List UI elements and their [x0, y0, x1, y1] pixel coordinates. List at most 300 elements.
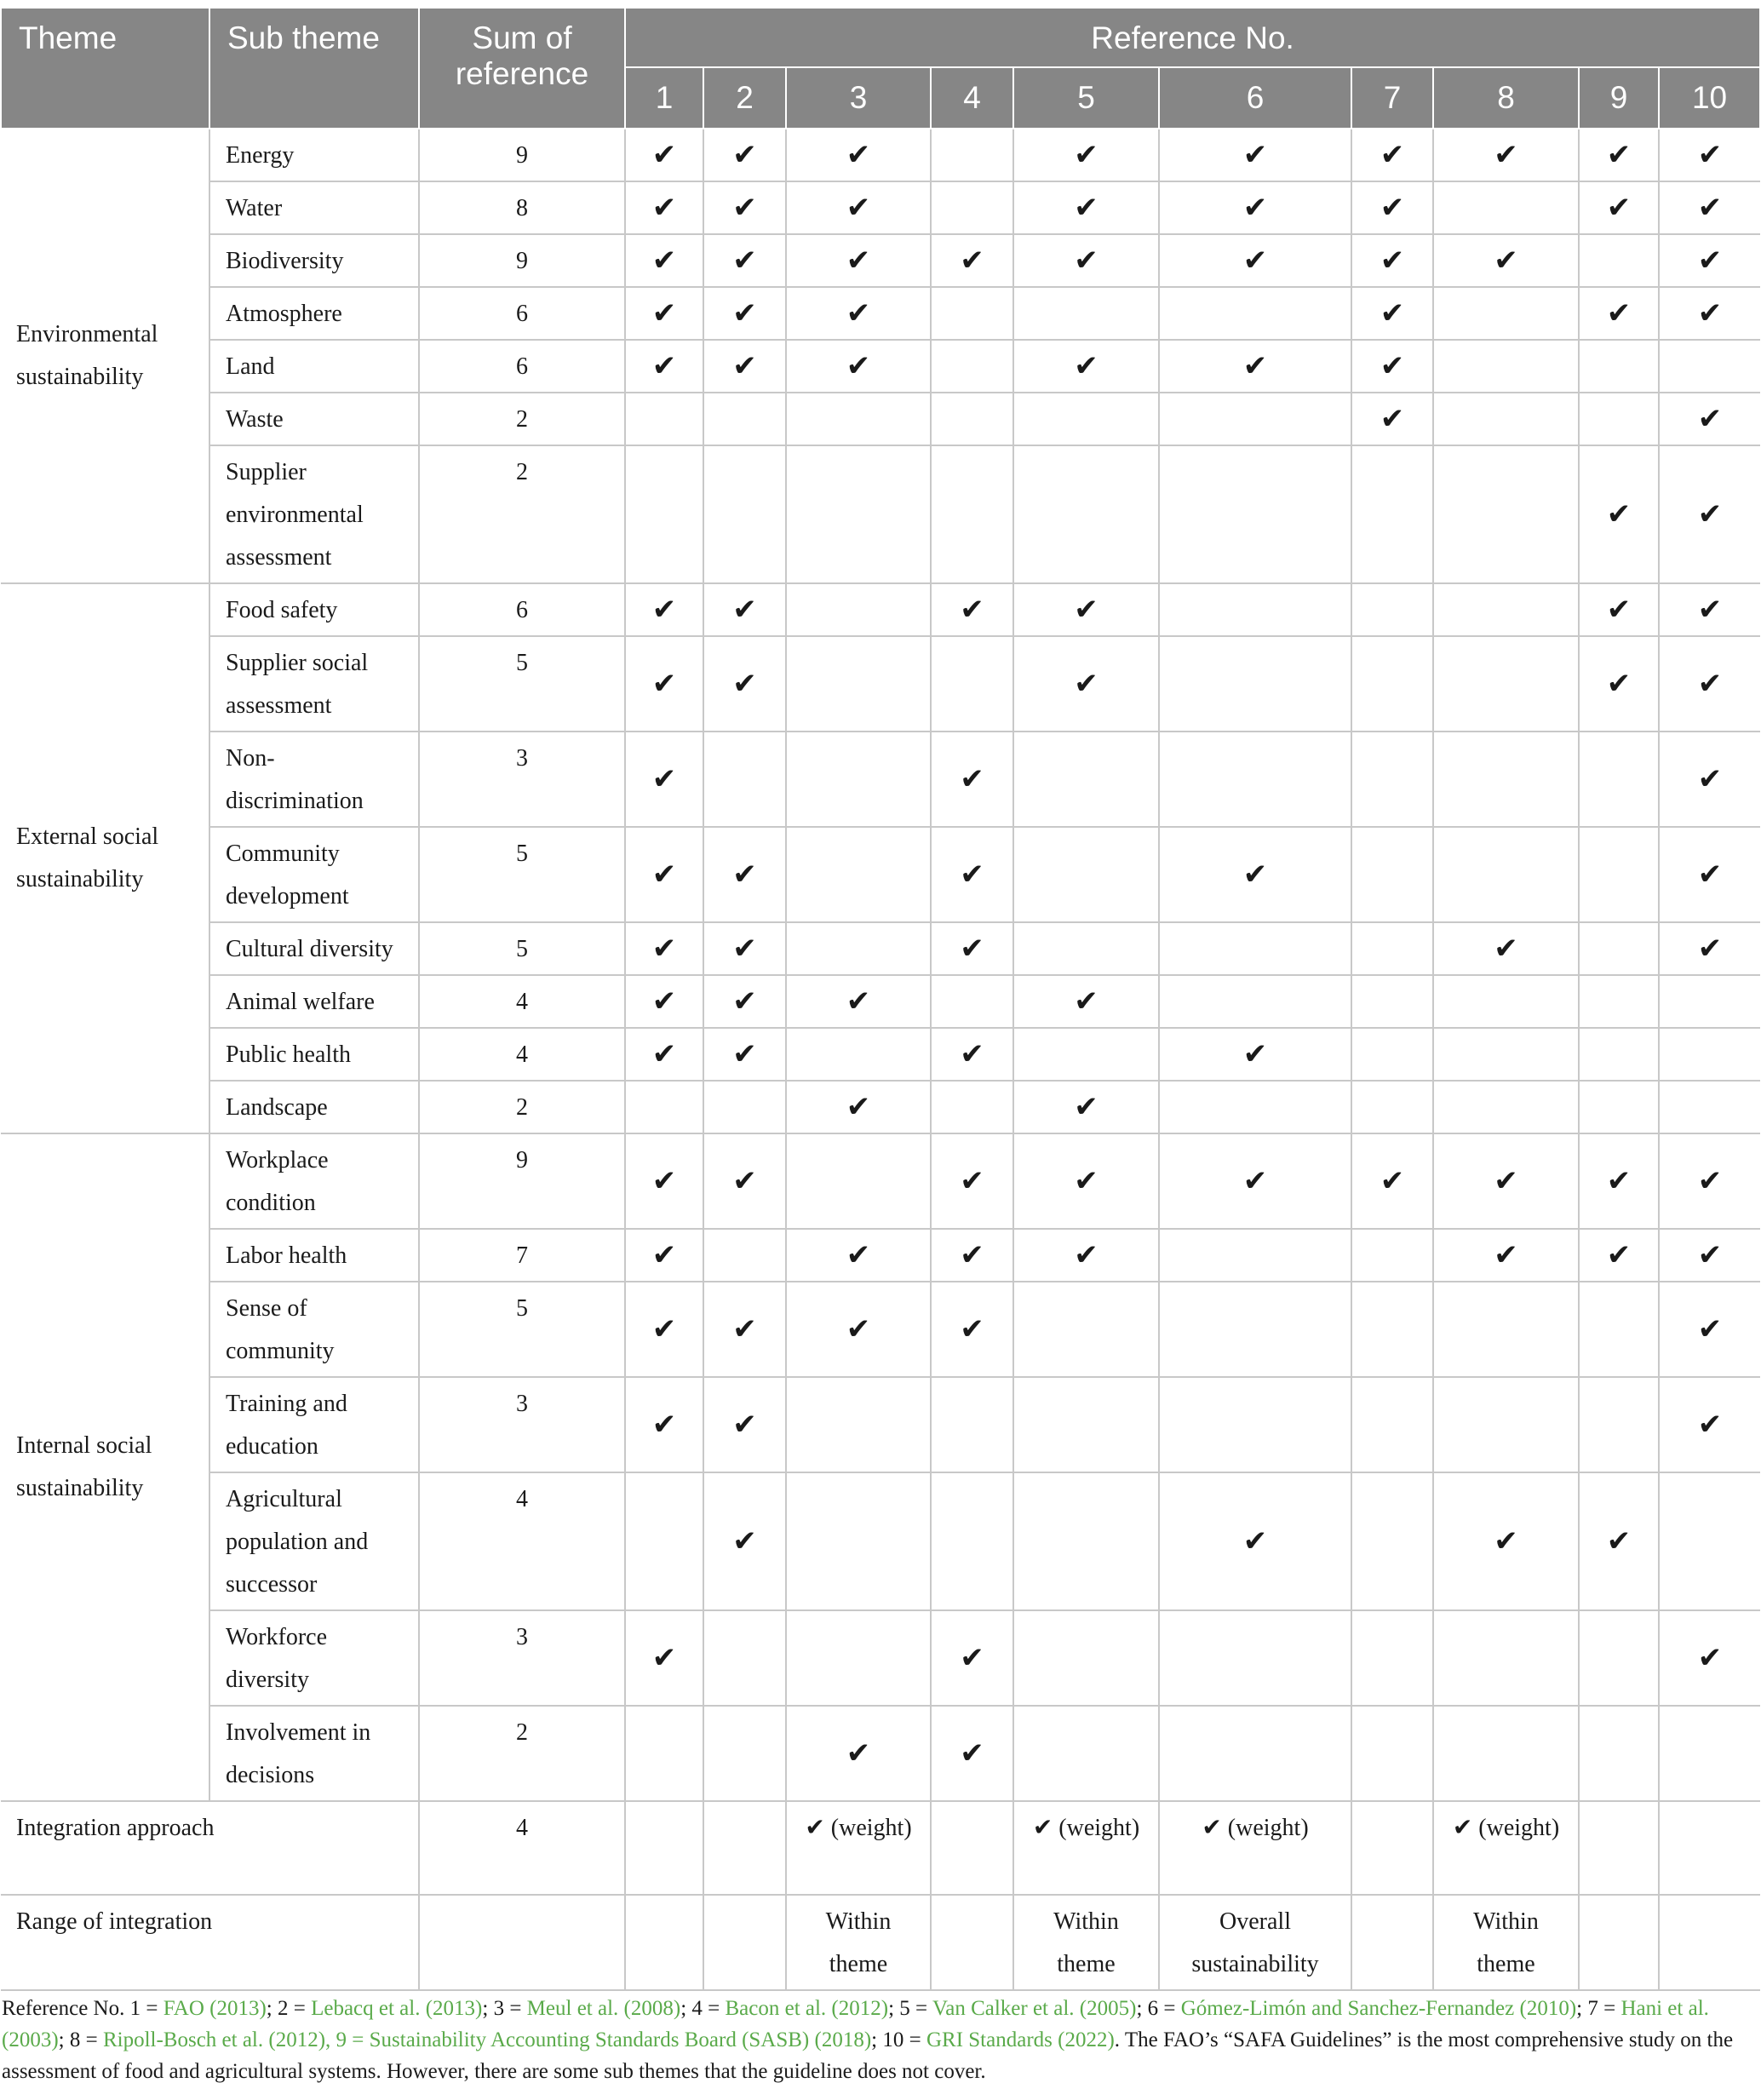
check-icon-cell: ✔ — [1351, 393, 1433, 445]
footnote-text: ; 4 = — [680, 1997, 726, 2020]
check-icon-cell: ✔ — [786, 1229, 931, 1282]
sum-cell: 8 — [419, 181, 625, 234]
sub-theme-cell: Supplier environmental assessment — [209, 445, 419, 583]
empty-cell — [625, 1472, 703, 1610]
footnote-text: ; 2 = — [266, 1997, 312, 2020]
sum-cell: 4 — [419, 1472, 625, 1610]
empty-cell — [1013, 445, 1159, 583]
empty-cell — [1433, 1706, 1579, 1801]
check-icon-cell: ✔ — [931, 1282, 1013, 1377]
check-icon-cell: ✔ — [625, 287, 703, 340]
sum-cell: 7 — [419, 1229, 625, 1282]
check-icon-cell: ✔ — [1579, 287, 1659, 340]
table-body — [1, 129, 1760, 1990]
empty-cell — [1579, 1377, 1659, 1472]
check-icon-cell: ✔ — [1351, 287, 1433, 340]
empty-cell — [1579, 827, 1659, 922]
empty-cell — [625, 445, 703, 583]
empty-cell — [1659, 1706, 1760, 1801]
check-icon-cell: ✔ — [703, 129, 786, 181]
check-icon-cell: ✔ — [1659, 1282, 1760, 1377]
empty-cell — [1351, 1081, 1433, 1133]
empty-cell — [703, 1081, 786, 1133]
check-icon-cell: ✔ — [703, 1133, 786, 1229]
table-row — [1, 181, 1760, 234]
theme-cell: Environmental sustainability — [1, 129, 209, 583]
empty-cell — [1159, 1229, 1351, 1282]
check-icon-cell: ✔ — [786, 1706, 931, 1801]
empty-cell — [786, 827, 931, 922]
check-icon-cell: ✔ — [703, 1028, 786, 1081]
header-sub-theme: Sub theme — [209, 8, 419, 129]
table-row — [1, 1028, 1760, 1081]
sum-cell: 4 — [419, 1801, 625, 1895]
check-icon-cell: ✔ — [1659, 636, 1760, 732]
empty-cell — [1659, 1472, 1760, 1610]
sum-cell: 2 — [419, 445, 625, 583]
empty-cell — [1433, 1282, 1579, 1377]
header-reference-no: Reference No. — [625, 8, 1760, 67]
check-icon-cell: ✔ — [1159, 181, 1351, 234]
check-icon-cell: ✔ — [1159, 129, 1351, 181]
empty-cell — [1579, 1081, 1659, 1133]
check-icon-cell: ✔ — [625, 1028, 703, 1081]
check-icon-cell: ✔ — [1659, 1133, 1760, 1229]
header-reference-2: 2 — [703, 67, 786, 129]
sum-cell: 9 — [419, 129, 625, 181]
empty-cell — [625, 393, 703, 445]
check-icon-cell: ✔ — [625, 129, 703, 181]
header-sum-of-reference: Sum of reference — [419, 8, 625, 129]
sum-cell: 2 — [419, 1081, 625, 1133]
check-icon-cell: ✔ — [786, 129, 931, 181]
footnote-text: ; 3 = — [482, 1997, 527, 2020]
check-icon-cell: ✔ — [931, 827, 1013, 922]
empty-cell — [1579, 1706, 1659, 1801]
empty-cell — [931, 287, 1013, 340]
range-cell: Within theme — [786, 1895, 931, 1990]
empty-cell — [931, 1377, 1013, 1472]
range-cell: Overall sustainability — [1159, 1895, 1351, 1990]
empty-cell — [1659, 1028, 1760, 1081]
empty-cell — [1013, 1610, 1159, 1706]
sum-cell: 4 — [419, 1028, 625, 1081]
table-row — [1, 1377, 1760, 1472]
table-row — [1, 1706, 1760, 1801]
sub-theme-cell: Land — [209, 340, 419, 393]
sub-theme-cell: Biodiversity — [209, 234, 419, 287]
table-row — [1, 975, 1760, 1028]
sum-cell: 9 — [419, 1133, 625, 1229]
empty-cell — [1433, 1377, 1579, 1472]
sub-theme-cell: Water — [209, 181, 419, 234]
table-row — [1, 1229, 1760, 1282]
check-icon-cell: ✔ — [1659, 181, 1760, 234]
check-icon-cell: ✔ — [625, 1377, 703, 1472]
empty-cell — [1351, 1028, 1433, 1081]
sub-theme-cell: Involvement in decisions — [209, 1706, 419, 1801]
empty-cell — [703, 1610, 786, 1706]
empty-cell — [1351, 732, 1433, 827]
table-row — [1, 393, 1760, 445]
empty-cell — [1013, 1282, 1159, 1377]
empty-cell — [1579, 975, 1659, 1028]
integration-approach-label: Integration approach — [1, 1801, 419, 1895]
empty-cell — [1433, 732, 1579, 827]
empty-cell — [786, 393, 931, 445]
check-icon-cell: ✔ — [1579, 1133, 1659, 1229]
sum-cell: 6 — [419, 583, 625, 636]
check-icon-cell: ✔ — [1579, 129, 1659, 181]
empty-cell — [1159, 1706, 1351, 1801]
sub-theme-cell: Cultural diversity — [209, 922, 419, 975]
empty-cell — [1579, 234, 1659, 287]
sub-theme-cell: Training and education — [209, 1377, 419, 1472]
empty-cell — [703, 1895, 786, 1990]
empty-cell — [1579, 1282, 1659, 1377]
empty-cell — [1579, 922, 1659, 975]
empty-cell — [1433, 287, 1579, 340]
check-icon-cell: ✔ — [625, 975, 703, 1028]
table-row — [1, 1610, 1760, 1706]
check-icon-cell: ✔ — [1159, 827, 1351, 922]
empty-cell — [1013, 1706, 1159, 1801]
empty-cell — [1351, 1801, 1433, 1895]
empty-cell — [1433, 1610, 1579, 1706]
sum-cell: 5 — [419, 827, 625, 922]
check-icon-cell: ✔ — [1013, 1081, 1159, 1133]
table-header — [1, 8, 1760, 129]
empty-cell — [1659, 1801, 1760, 1895]
empty-cell — [1433, 181, 1579, 234]
check-icon-cell: ✔ — [1013, 1229, 1159, 1282]
check-icon-cell: ✔ — [625, 1229, 703, 1282]
check-icon-cell: ✔ — [931, 1706, 1013, 1801]
reference-link[interactable]: Gómez-Limón and Sanchez-Fernandez (2010) — [1180, 1997, 1577, 2020]
empty-cell — [1659, 1081, 1760, 1133]
empty-cell — [786, 732, 931, 827]
reference-link[interactable]: Van Calker et al. (2005) — [932, 1997, 1137, 2020]
check-icon-cell: ✔ — [703, 827, 786, 922]
check-icon-cell: ✔ — [1433, 234, 1579, 287]
empty-cell — [1351, 827, 1433, 922]
check-icon-cell: ✔ — [786, 234, 931, 287]
table-row — [1, 234, 1760, 287]
check-icon-cell: ✔ — [703, 583, 786, 636]
sum-cell: 3 — [419, 1377, 625, 1472]
check-icon-cell: ✔ — [625, 340, 703, 393]
check-icon-cell: ✔ — [625, 732, 703, 827]
table-row — [1, 445, 1760, 583]
check-icon-cell: ✔ — [625, 1282, 703, 1377]
check-icon-cell: ✔ — [1351, 181, 1433, 234]
sum-cell: 9 — [419, 234, 625, 287]
check-icon-cell: ✔ — [786, 1081, 931, 1133]
empty-cell — [786, 1028, 931, 1081]
empty-cell — [1433, 583, 1579, 636]
empty-cell — [1013, 732, 1159, 827]
check-icon-cell: ✔ — [1659, 1610, 1760, 1706]
reference-link[interactable]: Ripoll-Bosch et al. (2012), 9 = Sustainability Accounting Standards Board (SASB) (2018) — [102, 2028, 872, 2051]
check-icon-cell: ✔ — [1579, 1229, 1659, 1282]
empty-cell — [931, 636, 1013, 732]
empty-cell — [1159, 287, 1351, 340]
header-reference-4: 4 — [931, 67, 1013, 129]
header-reference-3: 3 — [786, 67, 931, 129]
sum-cell: 2 — [419, 1706, 625, 1801]
sub-theme-cell: Animal welfare — [209, 975, 419, 1028]
check-icon-cell: ✔ — [1579, 445, 1659, 583]
reference-link[interactable]: Meul et al. (2008) — [526, 1997, 681, 2020]
empty-cell — [1659, 340, 1760, 393]
empty-cell — [1159, 636, 1351, 732]
header-reference-5: 5 — [1013, 67, 1159, 129]
check-icon-cell: ✔ — [625, 1133, 703, 1229]
empty-cell — [786, 583, 931, 636]
empty-cell — [1433, 1081, 1579, 1133]
integration-approach-row — [1, 1801, 1760, 1895]
reference-link[interactable]: FAO (2013) — [163, 1997, 267, 2020]
empty-cell — [1351, 1895, 1433, 1990]
check-icon-cell: ✔ — [1351, 340, 1433, 393]
table-row — [1, 583, 1760, 636]
header-reference-1: 1 — [625, 67, 703, 129]
empty-cell — [1159, 445, 1351, 583]
check-icon-cell: ✔ — [703, 1377, 786, 1472]
empty-cell — [1579, 1801, 1659, 1895]
sum-cell: 3 — [419, 1610, 625, 1706]
check-icon-cell: ✔ — [703, 340, 786, 393]
weighted-check-cell: ✔ (weight) — [1433, 1801, 1579, 1895]
table-row — [1, 732, 1760, 827]
empty-cell — [1159, 583, 1351, 636]
check-icon-cell: ✔ — [1159, 234, 1351, 287]
table-row — [1, 827, 1760, 922]
check-icon-cell: ✔ — [1159, 1133, 1351, 1229]
sub-theme-cell: Workforce diversity — [209, 1610, 419, 1706]
reference-link[interactable]: GRI Standards (2022) — [926, 2028, 1115, 2051]
empty-cell — [786, 922, 931, 975]
check-icon-cell: ✔ — [1659, 393, 1760, 445]
check-icon-cell: ✔ — [1433, 1472, 1579, 1610]
empty-cell — [931, 1081, 1013, 1133]
check-icon-cell: ✔ — [1433, 1133, 1579, 1229]
reference-link[interactable]: Bacon et al. (2012) — [725, 1997, 889, 2020]
check-icon-cell: ✔ — [786, 340, 931, 393]
empty-cell — [1013, 1472, 1159, 1610]
empty-cell — [786, 1377, 931, 1472]
footnote-text: ; 6 = — [1136, 1997, 1181, 2020]
empty-cell — [1351, 1706, 1433, 1801]
check-icon-cell: ✔ — [1659, 732, 1760, 827]
empty-cell — [625, 1801, 703, 1895]
check-icon-cell: ✔ — [1659, 445, 1760, 583]
empty-cell — [1351, 1472, 1433, 1610]
empty-cell — [1433, 340, 1579, 393]
sub-theme-cell: Labor health — [209, 1229, 419, 1282]
check-icon-cell: ✔ — [931, 1610, 1013, 1706]
empty-cell — [1159, 393, 1351, 445]
check-icon-cell: ✔ — [931, 583, 1013, 636]
check-icon-cell: ✔ — [625, 234, 703, 287]
empty-cell — [786, 1133, 931, 1229]
empty-cell — [1013, 393, 1159, 445]
empty-cell — [1013, 1377, 1159, 1472]
check-icon-cell: ✔ — [786, 287, 931, 340]
empty-cell — [1351, 583, 1433, 636]
sub-theme-cell: Energy — [209, 129, 419, 181]
sub-theme-cell: Workplace condition — [209, 1133, 419, 1229]
empty-cell — [931, 1472, 1013, 1610]
theme-cell: External social sustainability — [1, 583, 209, 1133]
sub-theme-cell: Non- discrimination — [209, 732, 419, 827]
empty-cell — [1659, 1895, 1760, 1990]
empty-cell — [1579, 1610, 1659, 1706]
empty-cell — [1351, 1377, 1433, 1472]
header-reference-7: 7 — [1351, 67, 1433, 129]
check-icon-cell: ✔ — [1013, 181, 1159, 234]
empty-cell — [625, 1081, 703, 1133]
check-icon-cell: ✔ — [1351, 1133, 1433, 1229]
table-row — [1, 922, 1760, 975]
reference-link[interactable]: Lebacq et al. (2013) — [311, 1997, 483, 2020]
empty-cell — [625, 1895, 703, 1990]
range-cell: Within theme — [1013, 1895, 1159, 1990]
check-icon-cell: ✔ — [1579, 583, 1659, 636]
table-row — [1, 1133, 1760, 1229]
sum-cell: 5 — [419, 636, 625, 732]
check-icon-cell: ✔ — [1013, 583, 1159, 636]
empty-cell — [1351, 636, 1433, 732]
empty-cell — [1433, 393, 1579, 445]
check-icon-cell: ✔ — [931, 1133, 1013, 1229]
check-icon-cell: ✔ — [786, 181, 931, 234]
check-icon-cell: ✔ — [786, 975, 931, 1028]
check-icon-cell: ✔ — [1159, 1028, 1351, 1081]
check-icon-cell: ✔ — [625, 636, 703, 732]
empty-cell — [625, 1706, 703, 1801]
reference-link[interactable]: Hani et al. (2003) — [2, 1997, 1709, 2051]
table-footnote — [2, 1993, 1758, 2087]
check-icon-cell: ✔ — [1013, 340, 1159, 393]
header-theme: Theme — [1, 8, 209, 129]
footnote-text: ; 5 = — [888, 1997, 932, 2020]
weighted-check-cell: ✔ (weight) — [786, 1801, 931, 1895]
sub-theme-cell: Supplier social assessment — [209, 636, 419, 732]
empty-cell — [931, 1801, 1013, 1895]
empty-cell — [1433, 827, 1579, 922]
empty-cell — [1351, 1282, 1433, 1377]
check-icon-cell: ✔ — [1433, 1229, 1579, 1282]
check-icon-cell: ✔ — [1433, 129, 1579, 181]
sum-cell: 4 — [419, 975, 625, 1028]
check-icon-cell: ✔ — [703, 234, 786, 287]
footnote-text: ; 8 = — [58, 2028, 103, 2051]
sum-cell: 6 — [419, 340, 625, 393]
empty-cell — [931, 181, 1013, 234]
empty-cell — [1579, 732, 1659, 827]
check-icon-cell: ✔ — [1159, 1472, 1351, 1610]
sum-cell: 2 — [419, 393, 625, 445]
sub-theme-cell: Food safety — [209, 583, 419, 636]
sub-theme-cell: Agricultural population and successor — [209, 1472, 419, 1610]
reference-table — [0, 7, 1761, 1991]
check-icon-cell: ✔ — [931, 234, 1013, 287]
empty-cell — [1433, 975, 1579, 1028]
empty-cell — [1013, 287, 1159, 340]
check-icon-cell: ✔ — [1351, 234, 1433, 287]
check-icon-cell: ✔ — [1579, 1472, 1659, 1610]
empty-cell — [786, 1610, 931, 1706]
empty-cell — [703, 732, 786, 827]
range-of-integration-label: Range of integration — [1, 1895, 419, 1990]
check-icon-cell: ✔ — [1351, 129, 1433, 181]
check-icon-cell: ✔ — [1659, 1377, 1760, 1472]
table-row — [1, 287, 1760, 340]
header-reference-8: 8 — [1433, 67, 1579, 129]
check-icon-cell: ✔ — [1659, 583, 1760, 636]
table-row — [1, 1081, 1760, 1133]
empty-cell — [1159, 1081, 1351, 1133]
empty-cell — [1351, 1229, 1433, 1282]
check-icon-cell: ✔ — [1433, 922, 1579, 975]
empty-cell — [419, 1895, 625, 1990]
empty-cell — [786, 636, 931, 732]
check-icon-cell: ✔ — [625, 922, 703, 975]
footnote-text: . The FAO’s “SAFA Guidelines” is the most comprehensive study on the assessment of food and agricultural systems. However, there are some sub themes that the guideline does not cover. — [2, 2028, 1734, 2083]
table-row — [1, 1282, 1760, 1377]
empty-cell — [1659, 975, 1760, 1028]
empty-cell — [1433, 445, 1579, 583]
empty-cell — [703, 1801, 786, 1895]
header-reference-9: 9 — [1579, 67, 1659, 129]
sum-cell: 3 — [419, 732, 625, 827]
empty-cell — [1351, 1610, 1433, 1706]
empty-cell — [703, 1706, 786, 1801]
empty-cell — [1159, 1282, 1351, 1377]
check-icon-cell: ✔ — [931, 1028, 1013, 1081]
empty-cell — [703, 445, 786, 583]
check-icon-cell: ✔ — [703, 181, 786, 234]
check-icon-cell: ✔ — [1013, 636, 1159, 732]
empty-cell — [1159, 1377, 1351, 1472]
check-icon-cell: ✔ — [625, 583, 703, 636]
empty-cell — [703, 393, 786, 445]
empty-cell — [786, 445, 931, 583]
check-icon-cell: ✔ — [703, 975, 786, 1028]
empty-cell — [931, 393, 1013, 445]
check-icon-cell: ✔ — [1013, 129, 1159, 181]
empty-cell — [1159, 975, 1351, 1028]
empty-cell — [1579, 1028, 1659, 1081]
check-icon-cell: ✔ — [786, 1282, 931, 1377]
empty-cell — [1159, 1610, 1351, 1706]
empty-cell — [1013, 827, 1159, 922]
empty-cell — [1579, 393, 1659, 445]
footnote-text: ; 7 = — [1576, 1997, 1621, 2020]
check-icon-cell: ✔ — [1579, 636, 1659, 732]
table-row — [1, 340, 1760, 393]
sub-theme-cell: Atmosphere — [209, 287, 419, 340]
empty-cell — [931, 445, 1013, 583]
empty-cell — [1351, 922, 1433, 975]
empty-cell — [786, 1472, 931, 1610]
table-row — [1, 636, 1760, 732]
sub-theme-cell: Community development — [209, 827, 419, 922]
sum-cell: 5 — [419, 922, 625, 975]
check-icon-cell: ✔ — [1659, 922, 1760, 975]
empty-cell — [1351, 445, 1433, 583]
